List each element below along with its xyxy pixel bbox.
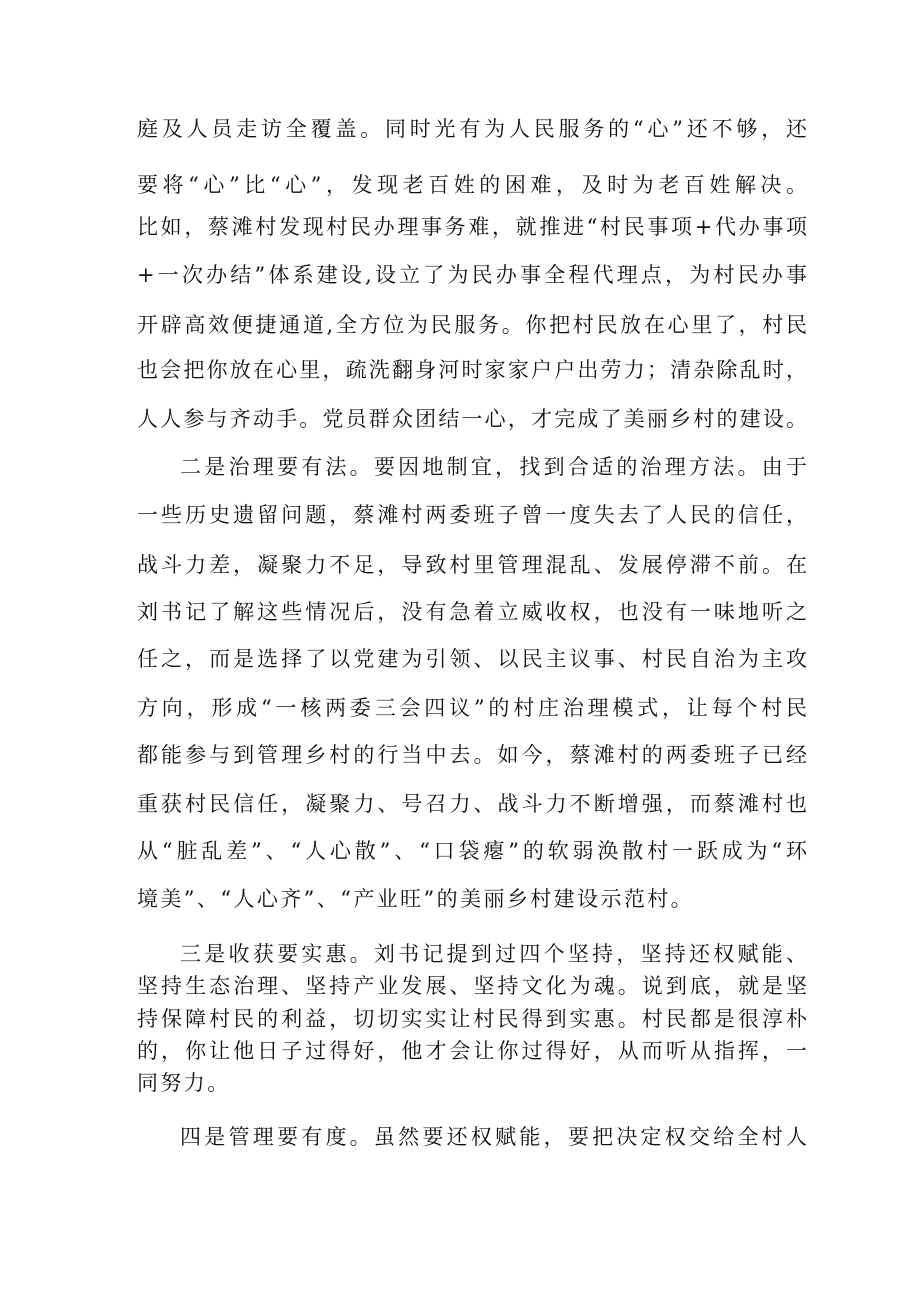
text-line: 坚持生态治理、坚持产业发展、坚持文化为魂。说到底，就是坚 (137, 974, 807, 998)
text-line: 从“脏乱差”、“人心散”、“口袋瘪”的软弱涣散村一跃成为“环 (137, 839, 807, 863)
text-line: 开辟高效便捷通道,全方位为民服务。你把村民放在心里了，村民 (137, 313, 807, 337)
text-line: 刘书记了解这些情况后，没有急着立威收权，也没有一味地听之 (137, 600, 807, 624)
text-line: 比如，蔡滩村发现村民办理事务难，就推进“村民事项+代办事项 (137, 215, 807, 239)
text-line: 同努力。 (137, 1071, 231, 1095)
text-line: 方向，形成“一核两委三会四议”的村庄治理模式，让每个村民 (137, 696, 807, 720)
text-line: 任之，而是选择了以党建为引领、以民主议事、村民自治为主攻 (137, 647, 807, 671)
text-line: 一些历史遗留问题，蔡滩村两委班子曾一度失去了人民的信任， (137, 503, 807, 527)
text-line: 重获村民信任，凝聚力、号召力、战斗力不断增强，而蔡滩村也 (137, 792, 807, 816)
text-line: 也会把你放在心里，疏洗翻身河时家家户户出劳力；清杂除乱时， (137, 358, 807, 382)
text-line: 的，你让他日子过得好，他才会让你过得好，从而听从指挥，一 (137, 1039, 807, 1063)
text-line: 人人参与齐动手。党员群众团结一心，才完成了美丽乡村的建设。 (137, 407, 807, 431)
text-line: 都能参与到管理乡村的行当中去。如今，蔡滩村的两委班子已经 (137, 743, 807, 767)
paragraph-start: 二是治理要有法。要因地制宜，找到合适的治理方法。由于 (180, 455, 807, 479)
text-line: +一次办结”体系建设,设立了为民办事全程代理点，为村民办事 (137, 263, 807, 287)
text-line: 境美”、“人心齐”、“产业旺”的美丽乡村建设示范村。 (137, 887, 695, 911)
text-line: 要将“心”比“心”，发现老百姓的困难，及时为老百姓解决。 (137, 173, 807, 197)
paragraph-start: 四是管理要有度。虽然要还权赋能，要把决定权交给全村人 (180, 1125, 807, 1149)
text-line: 战斗力差，凝聚力不足，导致村里管理混乱、发展停滞不前。在 (137, 553, 807, 577)
text-line: 庭及人员走访全覆盖。同时光有为人民服务的“心”还不够，还 (137, 117, 807, 141)
paragraph-start: 三是收获要实惠。刘书记提到过四个坚持，坚持还权赋能、 (180, 942, 807, 966)
text-line: 持保障村民的利益，切切实实让村民得到实惠。村民都是很淳朴 (137, 1007, 807, 1031)
